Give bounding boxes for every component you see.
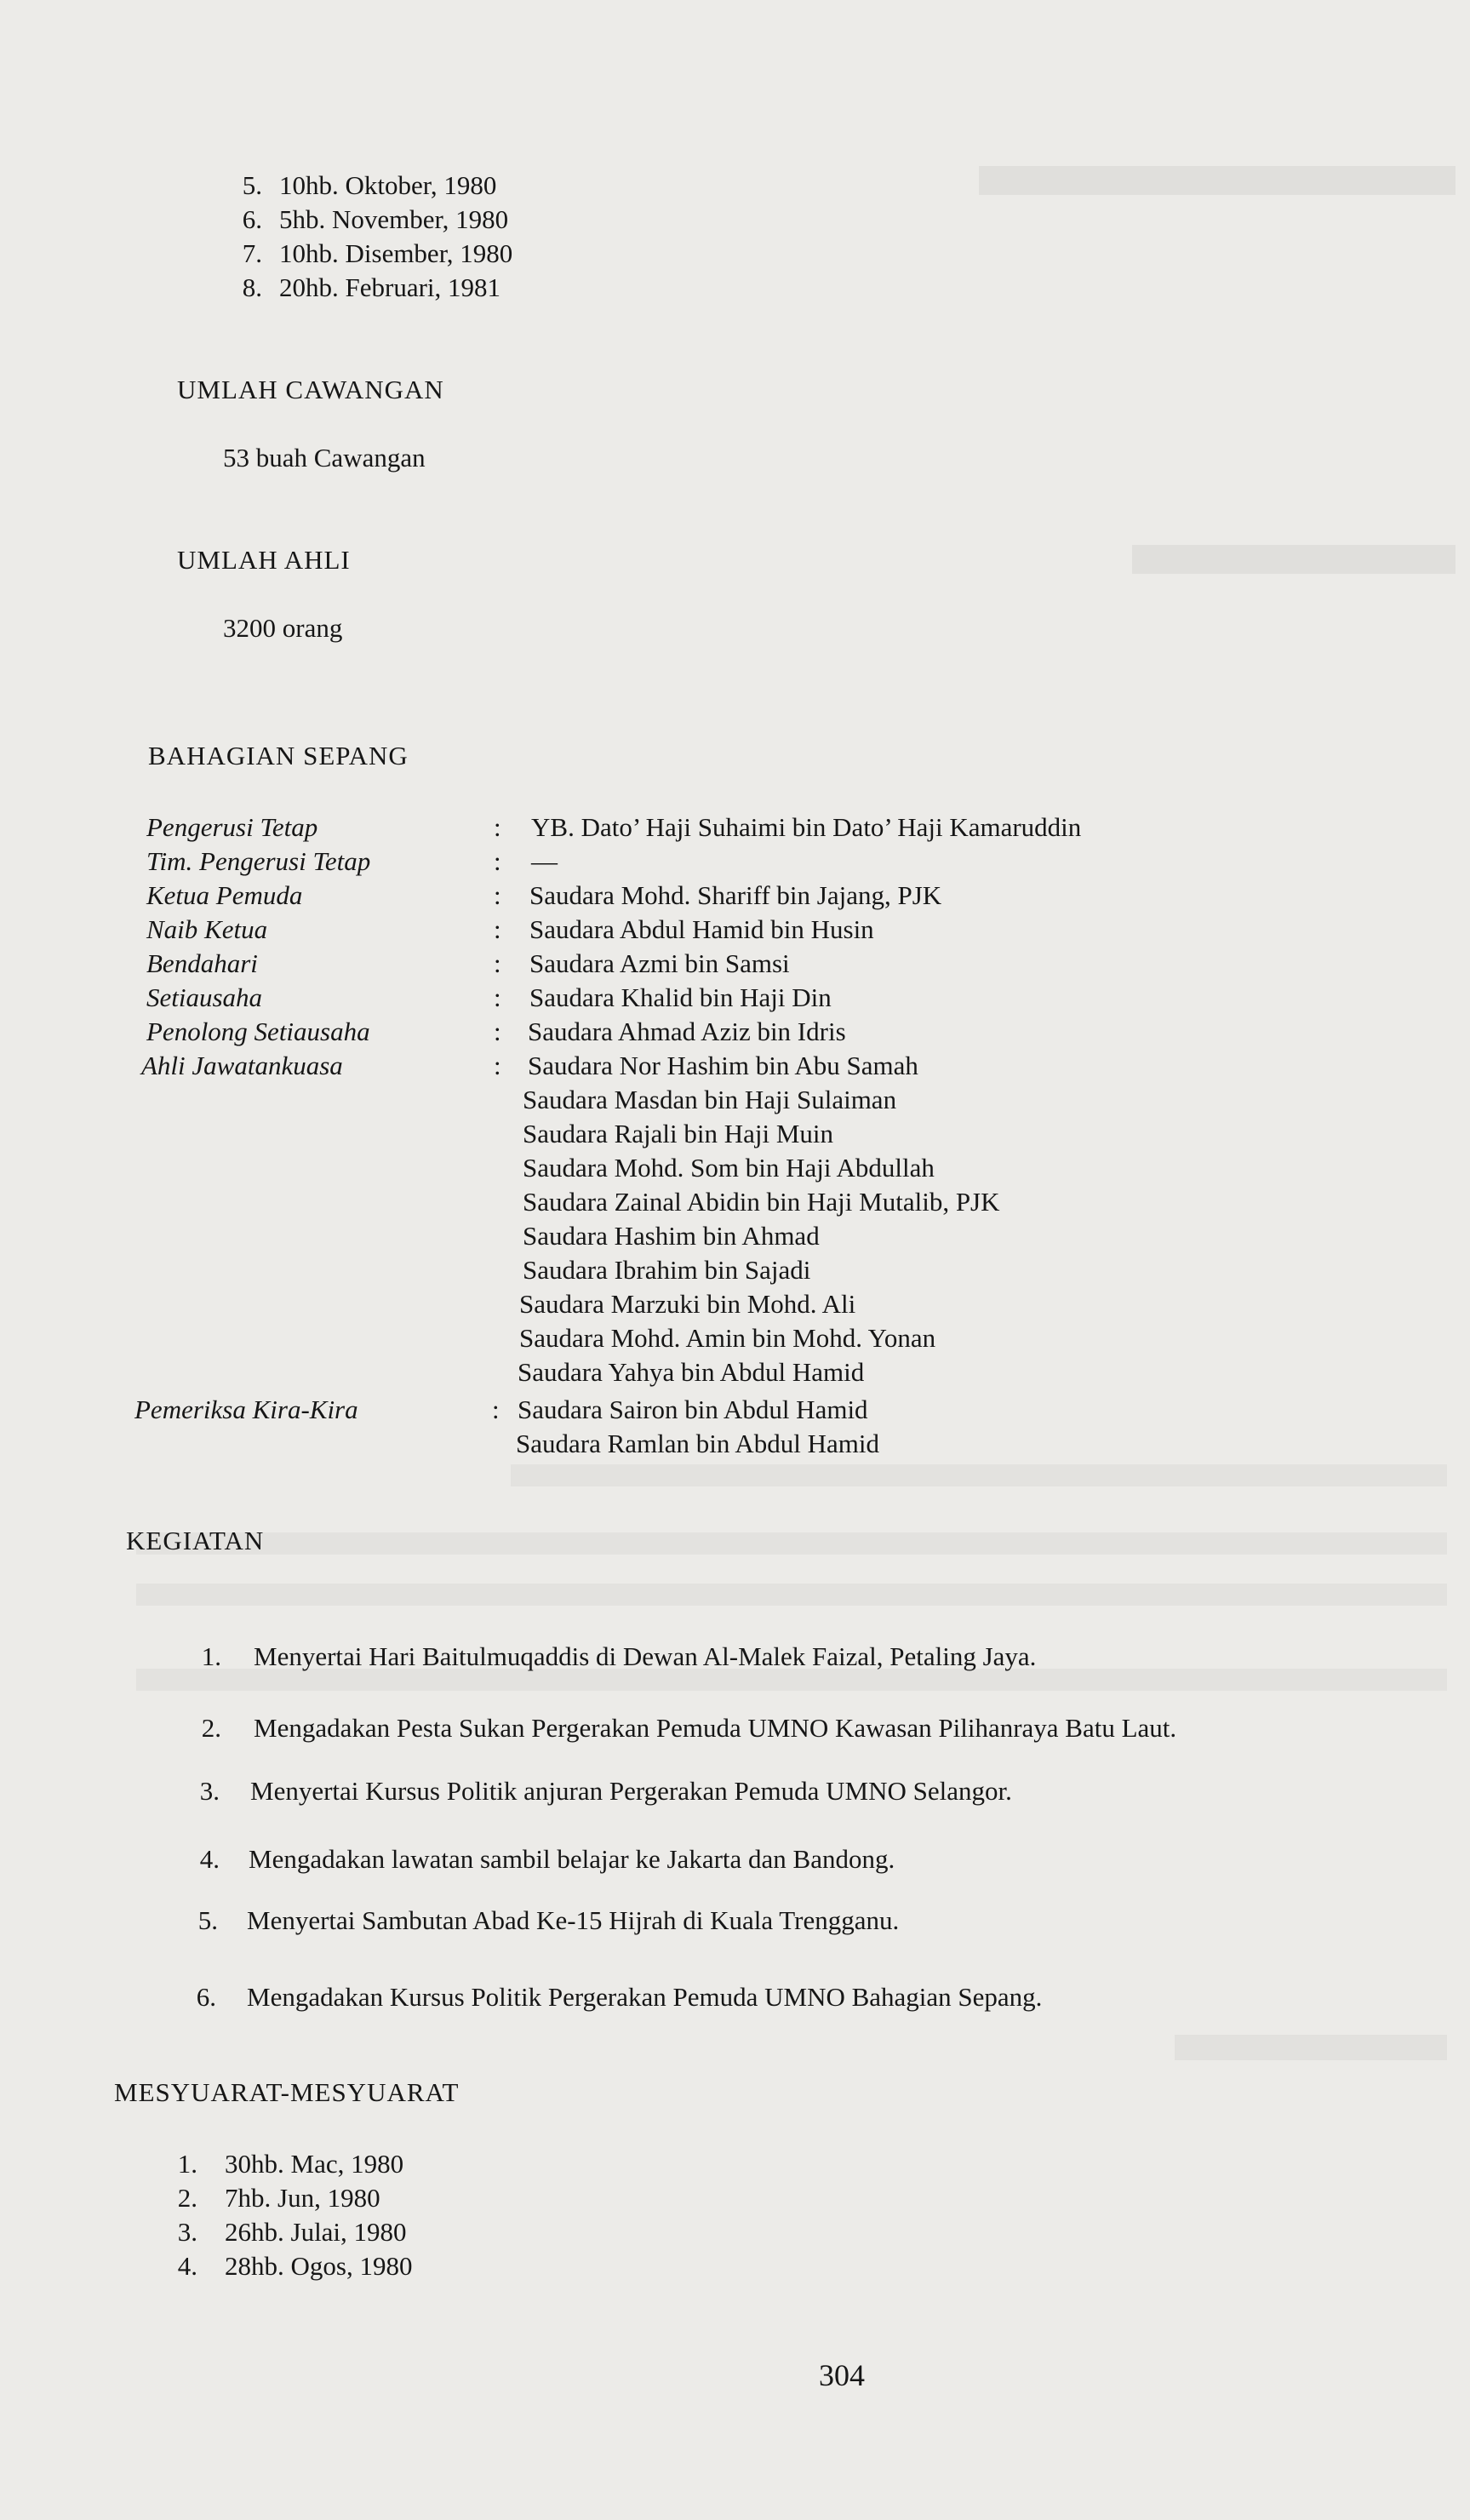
member-name: Saudara Mohd. Shariff bin Jajang, PJK <box>529 880 942 910</box>
member-name: Saudara Marzuki bin Mohd. Ali <box>519 1289 856 1319</box>
member-name: YB. Dato’ Haji Suhaimi bin Dato’ Haji Kamaruddin <box>531 812 1082 842</box>
ahli-value: 3200 orang <box>223 613 343 643</box>
member-name: Saudara Masdan bin Haji Sulaiman <box>523 1085 897 1114</box>
member-name: Saudara Mohd. Som bin Haji Abdullah <box>523 1153 935 1183</box>
role-label: Pengerusi Tetap <box>146 812 318 842</box>
role-label: Pemeriksa Kira-Kira <box>134 1395 358 1424</box>
member-name: Saudara Rajali bin Haji Muin <box>523 1119 834 1148</box>
member-name: Saudara Ibrahim bin Sajadi <box>523 1255 811 1285</box>
member-name: Saudara Sairon bin Abdul Hamid <box>518 1395 868 1424</box>
member-name: Saudara Hashim bin Ahmad <box>523 1221 820 1251</box>
member-name: Saudara Yahya bin Abdul Hamid <box>518 1357 865 1387</box>
member-name: Saudara Ramlan bin Abdul Hamid <box>516 1429 880 1458</box>
sepang-heading: BAHAGIAN SEPANG <box>148 741 409 770</box>
member-name: — <box>531 846 558 876</box>
member-name: Saudara Ahmad Aziz bin Idris <box>528 1017 846 1046</box>
colon: : <box>494 1017 501 1046</box>
colon: : <box>494 880 501 910</box>
colon: : <box>494 948 501 978</box>
member-name: Saudara Mohd. Amin bin Mohd. Yonan <box>519 1323 936 1353</box>
colon: : <box>494 914 501 944</box>
document-page: 5. 10hb. Oktober, 1980 6. 5hb. November, 1980 7. 10hb. Disember, 1980 8. 20hb. Februari, 1981 UMLAH CAWANGAN 53 buah Cawangan UMLAH AHLI 3200 orang BAHAGIAN SEPANG Pengerusi Tetap : YB. Dato’ Haji Suhaimi bin Dato’ Haji Kamaruddin Tim. Pengerusi Tetap : — Ketua Pemuda : Saudara Mohd. Shariff bin Jajang, PJK Naib Ketua : Saudara Abdul Hamid bin Husin Bendahari : Saudara Azmi bin Samsi Setiausaha : Saudara Khalid bin Haji Din Penolong Setiausaha : Saudara Ahmad Aziz bin Idris Ahli Jawatankuasa : Saudara Nor Hashim bin Abu Samah Saudara Masdan bin Haji Sulaiman Saudara Rajali bin Haji Muin Saudara Mohd. Som bin Haji Abdullah Saudara Zainal Abidin bin Haji Mutalib, PJK Saudara Hashim bin Ahmad Saudara Ibrahim bin Sajadi Saudara Marzuki bin Mohd. Ali Saudara Mohd. Amin bin Mohd. Yonan Saudara Yahya bin Abdul Hamid Pemeriksa Kira-Kira : Saudara Sairon bin Abdul Hamid Saudara Ramlan bin Abdul Hamid KEGIATAN 1. Menyertai Hari Baitulmuqaddis di Dewan Al-Malek Faizal, Petaling Jaya. 2. Mengadakan Pesta Sukan Pergerakan Pemuda UMNO Kawasan Pilihanraya Batu Laut. 3. Menyertai Kursus Politik anjuran Pergerakan Pemuda UMNO Selangor. 4. Mengadakan lawatan sambil belajar ke Jakarta dan Bandong. 5. Menyertai Sambutan Abad Ke-15 Hijrah di Kuala Trengganu. 6. Mengadakan Kursus Politik Pergerakan Pemuda UMNO Bahagian Sepang. MESYUARAT-MESYUARAT 1. 30hb. Mac, 1980 2. 7hb. Jun, 1980 3. 26hb. Julai, 1980 4. 28hb. Ogos, 1980 304 <box>0 0 1470 2520</box>
role-label: Penolong Setiausaha <box>146 1017 370 1046</box>
mesyuarat-heading: MESYUARAT-MESYUARAT <box>114 2077 460 2107</box>
ahli-heading: UMLAH AHLI <box>177 545 351 575</box>
colon: : <box>494 1051 501 1080</box>
role-label: Naib Ketua <box>146 914 268 944</box>
role-label: Ketua Pemuda <box>146 880 303 910</box>
page-number: 304 <box>819 2358 865 2392</box>
colon: : <box>492 1395 500 1424</box>
member-name: Saudara Nor Hashim bin Abu Samah <box>528 1051 918 1080</box>
colon: : <box>494 982 501 1012</box>
member-name: Saudara Zainal Abidin bin Haji Mutalib, PJK <box>523 1187 1000 1217</box>
member-name: Saudara Abdul Hamid bin Husin <box>529 914 874 944</box>
member-name: Saudara Khalid bin Haji Din <box>529 982 832 1012</box>
colon: : <box>494 846 501 876</box>
kegiatan-heading: KEGIATAN <box>126 1526 265 1555</box>
role-label: Setiausaha <box>146 982 263 1012</box>
role-label: Ahli Jawatankuasa <box>141 1051 343 1080</box>
colon: : <box>494 812 501 842</box>
member-name: Saudara Azmi bin Samsi <box>529 948 790 978</box>
role-label: Bendahari <box>146 948 258 978</box>
cawangan-heading: UMLAH CAWANGAN <box>177 375 444 404</box>
cawangan-value: 53 buah Cawangan <box>223 443 426 472</box>
role-label: Tim. Pengerusi Tetap <box>146 846 371 876</box>
